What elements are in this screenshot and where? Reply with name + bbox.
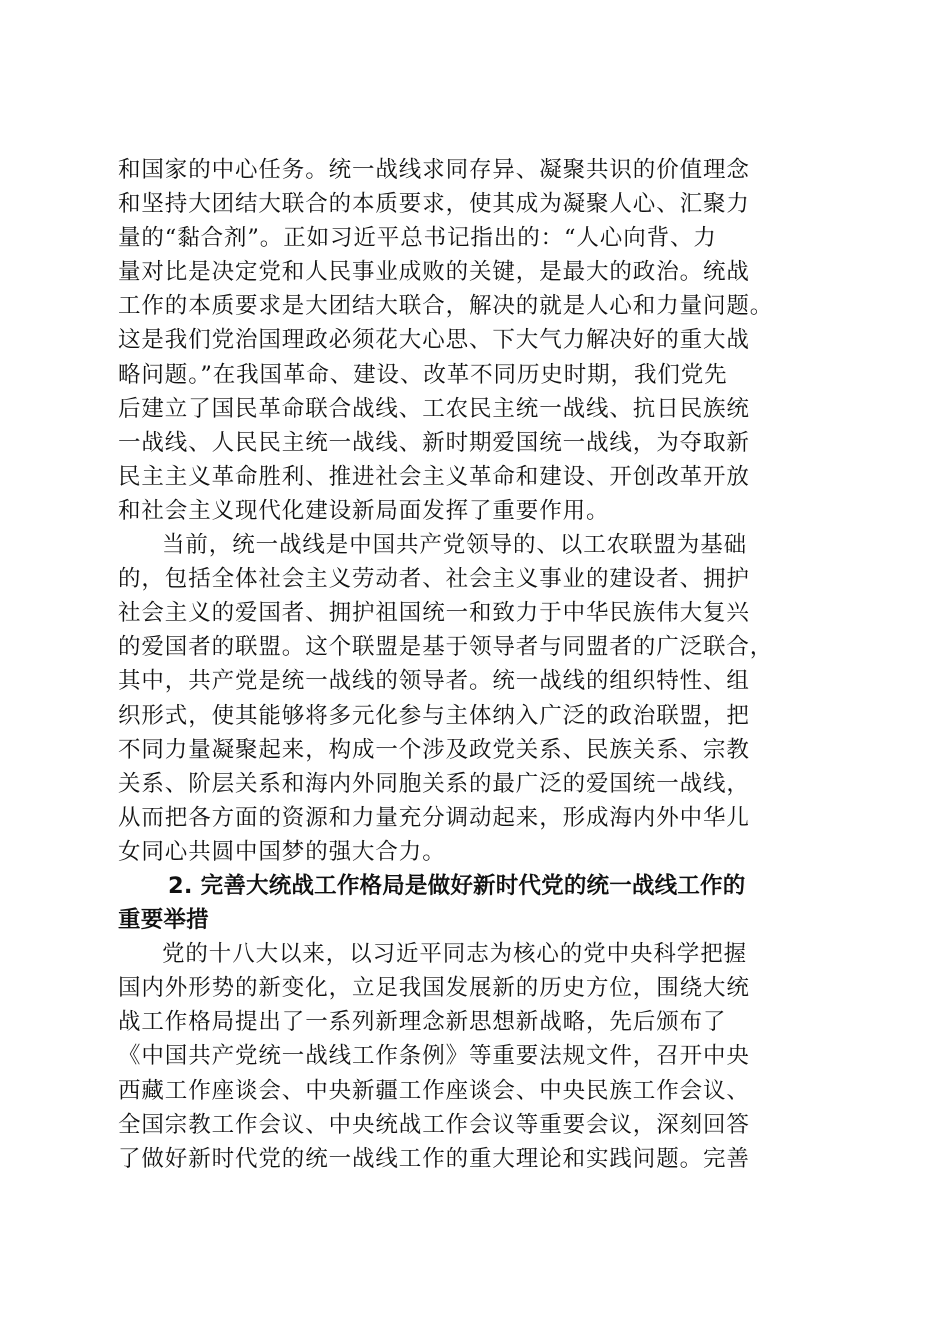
text-line: 社会主义的爱国者、拥护祖国统一和致力于中华民族伟大复兴 [118,600,750,627]
heading-line: 2. 完善大统战工作格局是做好新时代党的统一战线工作的 [168,872,746,899]
paragraph-2 [118,528,828,869]
text-line: 其中，共产党是统一战线的领导者。统一战线的组织特性、组 [118,668,750,695]
text-line: 战工作格局提出了一系列新理念新思想新战略，先后颁布了 [118,1009,727,1036]
text-line: 和社会主义现代化建设新局面发挥了重要作用。 [118,497,610,524]
text-line: 不同力量凝聚起来，构成一个涉及政党关系、民族关系、宗教 [118,736,750,763]
text-line: 的，包括全体社会主义劳动者、社会主义事业的建设者、拥护 [118,566,750,593]
text-line: 略问题。”在我国革命、建设、改革不同历史时期，我们党先 [118,361,728,388]
text-line: 这是我们党治国理政必须花大心思、下大气力解决好的重大战 [118,327,750,354]
text-line: 党的十八大以来，以习近平同志为核心的党中央科学把握 [162,941,748,968]
text-line: 一战线、人民民主统一战线、新时期爱国统一战线，为夺取新 [118,429,750,456]
paragraph-3 [118,937,828,1176]
text-line: 从而把各方面的资源和力量充分调动起来，形成海内外中华儿 [118,804,750,831]
text-line: 全国宗教工作会议、中央统战工作会议等重要会议，深刻回答 [118,1111,750,1138]
text-line: 女同心共圆中国梦的强大合力。 [118,838,446,865]
text-line: 和国家的中心任务。统一战线求同存异、凝聚共识的价值理念 [118,157,750,183]
text-line: 西藏工作座谈会、中央新疆工作座谈会、中央民族工作会议、 [118,1077,750,1104]
text-line: 织形式，使其能够将多元化参与主体纳入广泛的政治联盟，把 [118,702,750,729]
text-line: 民主主义革命胜利、推进社会主义革命和建设、开创改革开放 [118,463,750,490]
text-line: 关系、阶层关系和海内外同胞关系的最广泛的爱国统一战线， [118,770,750,797]
text-line: 和坚持大团结大联合的本质要求，使其成为凝聚人心、汇聚力 [118,191,750,218]
text-line: 了做好新时代党的统一战线工作的重大理论和实践问题。完善 [118,1145,750,1172]
text-line: 工作的本质要求是大团结大联合，解决的就是人心和力量问题。 [118,293,774,320]
document-page [118,153,828,1176]
section-heading [118,869,828,937]
heading-line: 重要举措 [118,907,209,934]
paragraph-1 [118,153,828,528]
text-line: 国内外形势的新变化，立足我国发展新的历史方位，围绕大统 [118,975,750,1002]
text-line: 的爱国者的联盟。这个联盟是基于领导者与同盟者的广泛联合， [118,634,774,661]
text-line: 当前，统一战线是中国共产党领导的、以工农联盟为基础 [162,532,748,559]
text-line: 《中国共产党统一战线工作条例》等重要法规文件，召开中央 [118,1043,750,1070]
text-line: 量对比是决定党和人民事业成败的关键，是最大的政治。统战 [118,259,750,286]
text-line: 后建立了国民革命联合战线、工农民主统一战线、抗日民族统 [118,395,750,422]
text-line: 量的“黏合剂”。正如习近平总书记指出的：“人心向背、力 [118,225,717,252]
